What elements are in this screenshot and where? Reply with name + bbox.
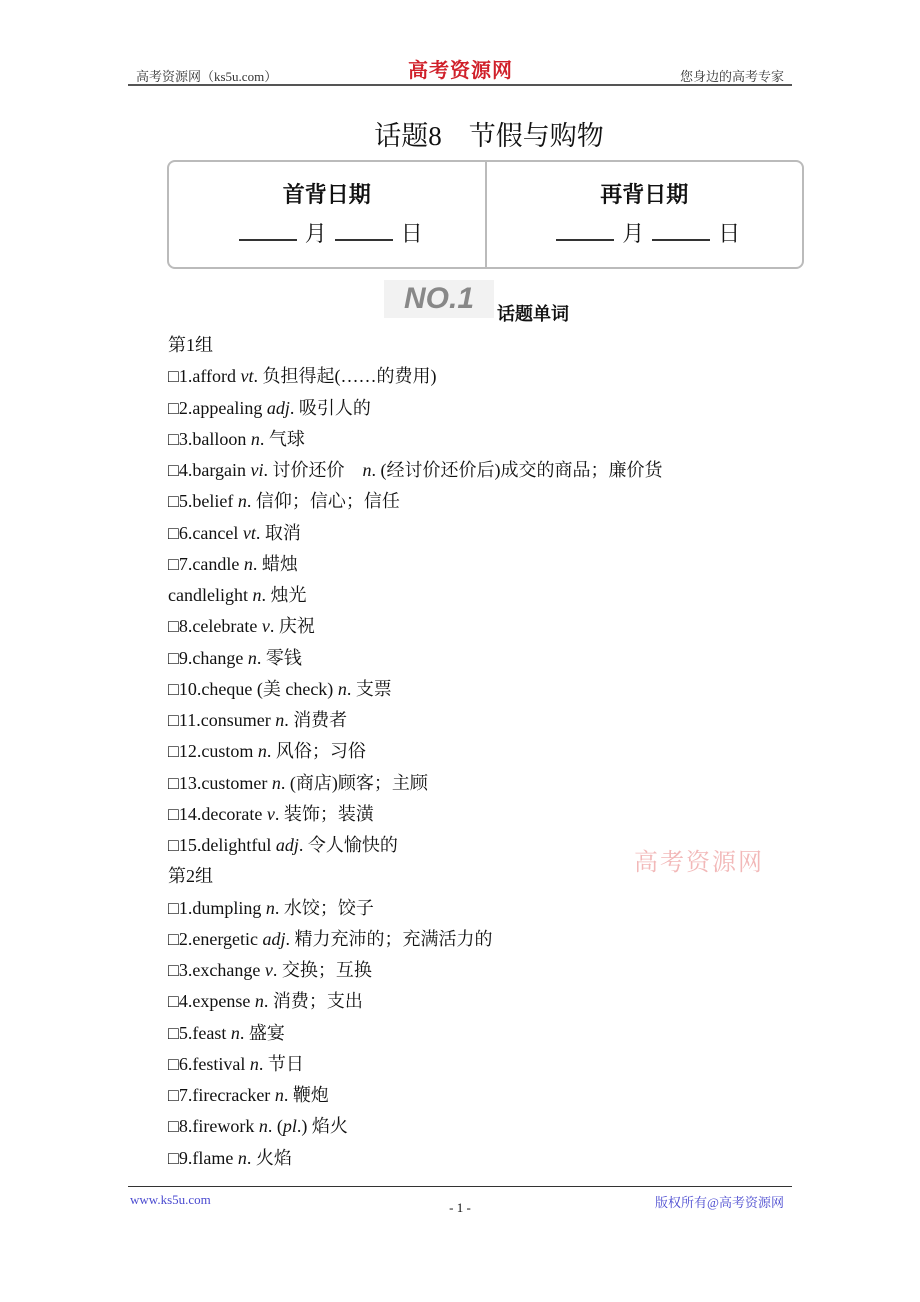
part-of-speech: n [337,678,347,699]
part-of-speech: n [243,553,253,574]
vocab-item [168,738,663,769]
checkbox-icon[interactable]: □ [168,397,179,418]
vocab-text: 3.balloon [178,428,251,449]
group-heading: 第1组 [168,335,213,355]
vocab-item [168,551,663,582]
vocab-text: . (经讨价还价后)成交的商品；廉价货 [371,460,663,480]
vocab-text: 5.feast [178,1022,231,1043]
vocabulary-list [168,332,663,1176]
vocab-text: . 水饺；饺子 [274,897,374,918]
checkbox-icon[interactable]: □ [168,772,179,793]
checkbox-icon[interactable]: □ [168,553,179,574]
part-of-speech: n [250,428,260,449]
vocab-item [168,520,663,551]
vocab-text: 2.appealing [178,397,267,418]
part-of-speech: adj [262,928,286,949]
checkbox-icon[interactable]: □ [168,897,179,918]
month-label: 月 [622,221,645,246]
header-right: 您身边的高考专家 [679,69,784,84]
vocab-text: . 盛宴 [239,1022,285,1043]
vocab-item [168,1020,663,1051]
checkbox-icon[interactable]: □ [168,991,179,1012]
day-blank [335,239,393,241]
vocab-item [168,926,663,957]
part-of-speech: v [261,616,270,637]
checkbox-icon[interactable]: □ [168,366,179,387]
vocab-item [168,1145,663,1176]
vocab-text: . 信仰；信心；信任 [246,491,400,512]
vocab-item [168,645,663,676]
section-title: 话题单词 [497,304,569,325]
checkbox-icon[interactable]: □ [168,491,179,512]
checkbox-icon[interactable]: □ [168,960,179,980]
part-of-speech: v [264,960,273,980]
checkbox-icon[interactable]: □ [168,616,179,637]
vocab-item [168,613,663,644]
checkbox-icon[interactable]: □ [168,678,179,699]
vocab-item [168,488,663,519]
part-of-speech: n [362,460,372,480]
part-of-speech: vt [240,366,254,387]
part-of-speech: n [271,772,281,793]
vocab-text: 4.expense [178,991,255,1012]
vocab-item [168,707,663,738]
checkbox-icon[interactable]: □ [168,928,179,949]
vocab-item [168,1113,663,1144]
vocab-text: 13.customer [178,772,272,793]
vocab-item [168,457,663,488]
month-blank [556,239,614,241]
vocab-item [168,895,663,926]
vocab-text: 11.consumer [178,710,276,730]
vocab-text: 9.change [178,647,248,668]
vocab-item [168,957,663,988]
checkbox-icon[interactable]: □ [168,428,179,449]
vocab-text: . 支票 [346,678,392,699]
month-label: 月 [304,221,327,246]
part-of-speech: n [237,1147,247,1168]
part-of-speech: n [247,647,257,668]
vocab-text: 15.delightful [178,835,276,855]
vocab-text: . 庆祝 [269,616,315,637]
vocab-text: 8.firework [178,1116,259,1137]
second-review-cell [485,162,803,267]
first-review-cell [169,162,485,267]
part-of-speech: n [265,897,275,918]
checkbox-icon[interactable]: □ [168,835,179,855]
vocab-text: . 蜡烛 [252,553,298,574]
month-blank [239,239,297,241]
checkbox-icon[interactable]: □ [168,1022,179,1043]
vocab-text: 6.cancel [178,522,243,543]
part-of-speech: adj [275,835,299,855]
vocab-text: 3.exchange [178,960,265,980]
part-of-speech: adj [266,397,290,418]
first-review-label: 首背日期 [282,182,371,207]
vocab-item [168,1082,663,1113]
vocab-text: . 负担得起(……的费用) [253,366,437,387]
part-of-speech: n [237,491,247,512]
footer-copyright: 版权所有@高考资源网 [655,1195,784,1210]
vocab-text: . ( [267,1116,283,1137]
vocab-text: 1.afford [178,366,241,387]
vocab-text: . 火焰 [246,1147,292,1168]
checkbox-icon[interactable]: □ [168,1053,179,1074]
vocab-text: . 装饰；装潢 [274,803,374,824]
vocab-text: 2.energetic [178,928,263,949]
part-of-speech: vt [242,522,256,543]
vocab-text: 4.bargain [178,460,251,480]
vocab-item [168,832,663,863]
checkbox-icon[interactable]: □ [168,803,179,824]
vocab-text: 8.celebrate [178,616,262,637]
checkbox-icon[interactable]: □ [168,741,179,762]
vocab-text: . 取消 [255,522,301,543]
vocab-text: 9.flame [178,1147,238,1168]
page-title: 话题8 节假与购物 [374,121,604,151]
header-left: 高考资源网（ks5u.com） [136,69,278,84]
footer-link[interactable]: www.ks5u.com [130,1192,211,1207]
vocab-item [168,676,663,707]
part-of-speech: n [258,1116,268,1137]
checkbox-icon[interactable]: □ [168,522,179,543]
site-logo: 高考资源网 [408,60,513,82]
vocab-text: 7.candle [178,553,244,574]
checkbox-icon[interactable]: □ [168,710,179,730]
checkbox-icon[interactable]: □ [168,647,179,668]
vocab-text: . 吸引人的 [289,397,371,418]
vocab-text: . 令人愉快的 [298,835,398,855]
review-date-box [167,160,804,269]
part-of-speech: n [274,1085,284,1105]
second-review-label: 再背日期 [600,182,689,207]
footer-divider [128,1186,792,1187]
vocab-text: 5.belief [178,491,238,512]
part-of-speech: n [230,1022,240,1043]
checkbox-icon[interactable]: □ [168,1147,179,1168]
checkbox-icon[interactable]: □ [168,460,179,480]
vocab-item [168,801,663,832]
vocab-item [168,395,663,426]
watermark: 高考资源网 [634,850,764,876]
day-blank [652,239,710,241]
vocab-text: 1.dumpling [178,897,266,918]
vocab-text: . 鞭炮 [283,1085,329,1105]
part-of-speech: pl [282,1116,297,1137]
checkbox-icon[interactable]: □ [168,1085,179,1105]
day-label: 日 [718,221,741,246]
vocab-text: . 节日 [258,1053,304,1074]
vocab-item [168,363,663,394]
vocab-text: 14.decorate [178,803,267,824]
part-of-speech: n [257,741,267,762]
part-of-speech: n [275,710,285,730]
part-of-speech: n [254,991,264,1012]
vocab-text: . 交换；互换 [272,960,372,980]
vocab-text: . 气球 [259,428,305,449]
vocab-item [168,1051,663,1082]
vocab-text: .) 焰火 [296,1116,348,1137]
vocab-text: . 精力充沛的；充满活力的 [285,928,493,949]
checkbox-icon[interactable]: □ [168,1116,179,1137]
vocab-text: 12.custom [178,741,258,762]
vocab-text: . 讨价还价 [263,460,363,480]
group-heading: 第2组 [168,866,213,887]
vocab-text: 7.firecracker [178,1085,275,1105]
vocab-item [168,988,663,1019]
vocab-text: . 风俗；习俗 [266,741,366,762]
header-divider [128,84,792,86]
vocab-item [168,770,663,801]
vocab-text: 10.cheque (美 check) [178,678,338,699]
vocab-text: . 烛光 [261,585,307,605]
vocab-item [168,426,663,457]
part-of-speech: n [252,585,262,605]
vocab-text: . 零钱 [256,647,302,668]
vocab-text: . 消费者 [284,710,348,730]
vocab-text: candlelight [168,585,253,605]
page-number: - 1 - [449,1200,471,1215]
section-badge: NO.1 [384,280,494,318]
vocab-text: . (商店)顾客；主顾 [280,772,428,793]
part-of-speech: v [266,803,275,824]
part-of-speech: n [249,1053,259,1074]
vocab-text: . 消费；支出 [263,991,363,1012]
part-of-speech: vi [250,460,264,480]
day-label: 日 [400,221,423,246]
vocab-item [168,582,663,613]
vocab-text: 6.festival [178,1053,250,1074]
